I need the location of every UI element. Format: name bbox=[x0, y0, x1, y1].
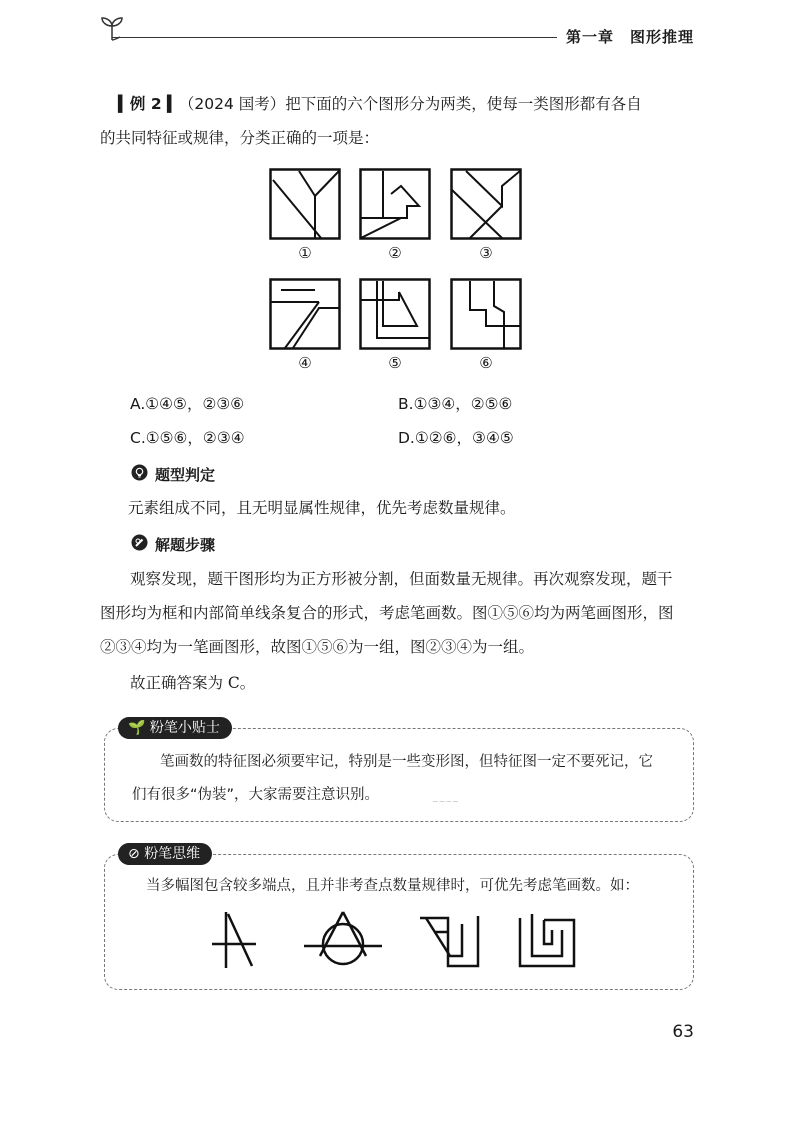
section-steps-line-2: 图形均为框和内部简单线条复合的形式，考虑笔画数。图①⑤⑥均为两笔画图形，图 bbox=[100, 604, 674, 622]
sprout-icon: 🌱 bbox=[128, 720, 146, 736]
thinking-text: 当多幅图包含较多端点，且并非考查点数量规律时，可优先考虑笔画数。如： bbox=[146, 878, 639, 894]
thinking-box bbox=[104, 854, 694, 990]
faint-watermark: ~~~~ bbox=[432, 797, 459, 806]
figure-label-4: ④ bbox=[298, 354, 312, 372]
figure-6 bbox=[450, 278, 522, 350]
figure-label-3: ③ bbox=[479, 244, 493, 262]
example-glyph-1 bbox=[206, 908, 262, 970]
tip-box bbox=[104, 728, 694, 822]
chapter-title: 图形推理 bbox=[630, 28, 695, 46]
question-line-2: 的共同特征或规律，分类正确的一项是： bbox=[100, 129, 380, 147]
question-text-1: 把下面的六个图形分为两类，使每一类图形都有各自 bbox=[285, 95, 642, 113]
tip-box-tab: 🌱 粉笔小贴士 bbox=[118, 717, 232, 739]
brain-icon: ⊘ bbox=[128, 846, 140, 862]
figure-3 bbox=[450, 168, 522, 240]
example-glyph-2 bbox=[300, 908, 386, 970]
question-label: ▍例 2 ▍ bbox=[118, 95, 179, 113]
option-c: C.①⑤⑥，②③④ bbox=[130, 429, 245, 447]
section-steps-title: 解题步骤 bbox=[155, 536, 216, 554]
answer-line: 故正确答案为 C。 bbox=[130, 674, 256, 692]
question-source: （2024 国考） bbox=[178, 95, 286, 113]
figure-label-6: ⑥ bbox=[479, 354, 493, 372]
chapter-number: 第一章 bbox=[566, 28, 615, 46]
example-glyph-3 bbox=[418, 912, 490, 970]
figure-2 bbox=[359, 168, 431, 240]
pencil-icon bbox=[131, 534, 148, 551]
tip-line-1: 笔画数的特征图必须要牢记，特别是一些变形图，但特征图一定不要死记，它 bbox=[160, 754, 653, 770]
section-type-text: 元素组成不同，且无明显属性规律，优先考虑数量规律。 bbox=[128, 499, 516, 517]
question-line-1 bbox=[118, 94, 642, 114]
option-d: D.①②⑥，③④⑤ bbox=[398, 429, 514, 447]
lightbulb-icon bbox=[131, 464, 148, 481]
section-type-title: 题型判定 bbox=[155, 466, 216, 484]
example-glyph-4 bbox=[516, 910, 580, 970]
header-rule bbox=[112, 37, 557, 38]
thinking-box-tab: ⊘ 粉笔思维 bbox=[118, 843, 212, 865]
page-number: 63 bbox=[672, 1022, 694, 1042]
figure-1 bbox=[269, 168, 341, 240]
section-steps-line-3: ②③④均为一笔画图形，故图①⑤⑥为一组，图②③④为一组。 bbox=[100, 638, 535, 656]
section-steps-line-1: 观察发现，题干图形均为正方形被分割，但面数量无规律。再次观察发现，题干 bbox=[130, 570, 673, 588]
figure-label-5: ⑤ bbox=[388, 354, 402, 372]
figure-label-1: ① bbox=[298, 244, 312, 262]
option-b: B.①③④，②⑤⑥ bbox=[398, 395, 513, 413]
figure-label-2: ② bbox=[388, 244, 402, 262]
figure-4 bbox=[269, 278, 341, 350]
figure-5 bbox=[359, 278, 431, 350]
tip-line-2: 们有很多“伪装”，大家需要注意识别。 bbox=[132, 787, 380, 803]
option-a: A.①④⑤，②③⑥ bbox=[130, 395, 245, 413]
chapter-heading bbox=[566, 26, 694, 47]
